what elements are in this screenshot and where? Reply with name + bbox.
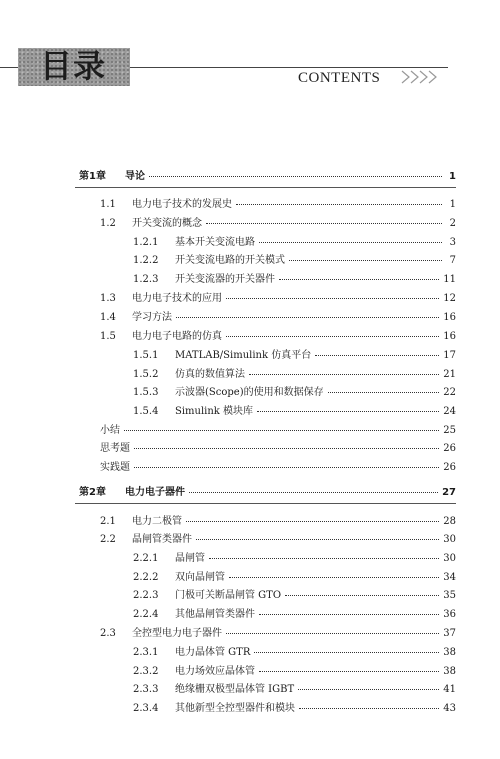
toc-subsection-entry xyxy=(133,571,456,584)
toc-title: 电力电子器件 xyxy=(125,487,185,498)
toc-title: 电力电子技术的应用 xyxy=(132,293,222,304)
toc-title: 实践题 xyxy=(100,462,130,473)
toc-number: 2.2.2 xyxy=(133,572,159,583)
toc-title: 晶闸管 xyxy=(175,553,205,564)
toc-section-entry xyxy=(100,330,456,343)
toc-title: 其他晶闸管类器件 xyxy=(175,609,255,620)
toc-page-number: 28 xyxy=(443,516,456,527)
toc-page-number: 16 xyxy=(443,312,456,323)
toc-subsection-entry xyxy=(133,589,456,602)
toc-title: 电力晶体管 GTR xyxy=(175,647,251,658)
dot-leader xyxy=(176,317,439,318)
toc-page-number: 26 xyxy=(443,443,456,454)
toc-title: 绝缘栅双极型晶体管 IGBT xyxy=(175,684,295,695)
toc-page-number: 36 xyxy=(443,609,456,620)
toc-subsection-entry xyxy=(133,608,456,621)
dot-leader xyxy=(206,223,442,224)
toc-section-entry xyxy=(100,217,456,230)
dot-leader xyxy=(189,492,438,493)
toc-number: 1.4 xyxy=(100,312,116,323)
toc-page-number: 38 xyxy=(443,647,456,658)
toc-page-number: 1 xyxy=(449,199,456,210)
toc-page-number: 7 xyxy=(449,255,456,266)
toc-title: 电力二极管 xyxy=(132,516,182,527)
toc-number: 1.1 xyxy=(100,199,116,210)
toc-number: 第1章 xyxy=(79,171,106,182)
toc-title: Simulink 模块库 xyxy=(175,406,254,417)
toc-section-entry xyxy=(100,424,456,437)
dot-leader xyxy=(259,614,439,615)
toc-page-number: 34 xyxy=(443,572,456,583)
toc-number: 2.2 xyxy=(100,534,116,545)
toc-page-number: 38 xyxy=(443,666,456,677)
toc-page-number: 27 xyxy=(442,487,456,498)
dot-leader xyxy=(229,577,439,578)
toc-number: 2.3.4 xyxy=(133,703,159,714)
dot-leader xyxy=(236,204,442,205)
toc-page-number: 26 xyxy=(443,462,456,473)
toc-page-number: 30 xyxy=(443,534,456,545)
dot-leader xyxy=(289,260,442,261)
dot-leader xyxy=(279,279,439,280)
header-rule-left xyxy=(0,67,18,68)
toc-number: 1.2.1 xyxy=(133,237,159,248)
toc-title: 电力电子技术的发展史 xyxy=(132,199,232,210)
dot-leader xyxy=(196,539,439,540)
toc-page-number: 41 xyxy=(443,684,456,695)
toc-section-entry xyxy=(100,515,456,528)
toc-number: 2.3.1 xyxy=(133,647,159,658)
toc-subsection-entry xyxy=(133,405,456,418)
toc-title: 导论 xyxy=(125,171,145,182)
toc-subsection-entry xyxy=(133,386,456,399)
toc-title: 开关变流的概念 xyxy=(132,218,202,229)
toc-subsection-entry xyxy=(133,236,456,249)
dot-leader xyxy=(226,298,439,299)
dot-leader xyxy=(226,633,439,634)
dot-leader xyxy=(257,411,439,412)
toc-number: 1.5.1 xyxy=(133,350,159,361)
toc-number: 第2章 xyxy=(79,487,106,498)
toc-number: 2.2.1 xyxy=(133,553,159,564)
page-header xyxy=(0,0,500,110)
toc-section-entry xyxy=(100,292,456,305)
dot-leader xyxy=(285,595,439,596)
toc-section-entry xyxy=(100,311,456,324)
toc-number: 2.1 xyxy=(100,516,116,527)
dot-leader xyxy=(315,355,439,356)
toc-page-number: 24 xyxy=(443,406,456,417)
toc-title: 开关变流电路的开关模式 xyxy=(175,255,285,266)
dot-leader xyxy=(259,671,439,672)
toc-number: 2.3.3 xyxy=(133,684,159,695)
toc-number: 1.5 xyxy=(100,331,116,342)
dot-leader xyxy=(259,242,442,243)
toc-page-number: 37 xyxy=(443,628,456,639)
dot-leader xyxy=(299,708,439,709)
toc-number: 1.2.2 xyxy=(133,255,159,266)
dot-leader xyxy=(298,689,439,690)
toc-title: MATLAB/Simulink 仿真平台 xyxy=(175,350,312,361)
toc-subsection-entry xyxy=(133,368,456,381)
toc-page-number: 43 xyxy=(443,703,456,714)
toc-title: 示波器(Scope)的使用和数据保存 xyxy=(175,387,324,398)
chevrons-icon xyxy=(400,68,444,86)
chapter-separator xyxy=(75,187,456,188)
toc-page-number: 16 xyxy=(443,331,456,342)
toc-page-number: 22 xyxy=(443,387,456,398)
dot-leader xyxy=(249,374,439,375)
toc-title: 其他新型全控型器件和模块 xyxy=(175,703,295,714)
toc-title: 电力电子电路的仿真 xyxy=(132,331,222,342)
toc-number: 1.5.2 xyxy=(133,369,159,380)
toc-page-number: 12 xyxy=(443,293,456,304)
toc-number: 2.3.2 xyxy=(133,666,159,677)
toc-title: 基本开关变流电路 xyxy=(175,237,255,248)
toc-subsection-entry xyxy=(133,349,456,362)
toc-page-number: 35 xyxy=(443,590,456,601)
toc-page-number: 21 xyxy=(443,369,456,380)
toc-title: 开关变流器的开关器件 xyxy=(175,274,275,285)
toc-title: 双向晶闸管 xyxy=(175,572,225,583)
toc-number: 1.5.3 xyxy=(133,387,159,398)
dot-leader xyxy=(209,558,439,559)
toc-page-number: 3 xyxy=(449,237,456,248)
dot-leader xyxy=(254,652,439,653)
toc-section-entry xyxy=(100,461,456,474)
toc-chapter-entry xyxy=(79,486,456,499)
toc-subsection-entry xyxy=(133,254,456,267)
toc-number: 1.5.4 xyxy=(133,406,159,417)
toc-number: 1.2.3 xyxy=(133,274,159,285)
toc-title: 门极可关断晶闸管 GTO xyxy=(175,590,282,601)
page-title: 目录 xyxy=(40,47,107,85)
toc-page-number: 1 xyxy=(449,171,456,182)
contents-label: CONTENTS xyxy=(298,70,381,86)
toc-subsection-entry xyxy=(133,665,456,678)
toc-number: 1.3 xyxy=(100,293,116,304)
dot-leader xyxy=(149,176,442,177)
toc-number: 1.2 xyxy=(100,218,116,229)
toc-number: 2.3 xyxy=(100,628,116,639)
toc-number: 2.2.3 xyxy=(133,590,159,601)
toc-section-entry xyxy=(100,198,456,211)
dot-leader xyxy=(134,448,439,449)
toc-section-entry xyxy=(100,533,456,546)
toc-title: 电力场效应晶体管 xyxy=(175,666,255,677)
dot-leader xyxy=(134,467,439,468)
toc-section-entry xyxy=(100,627,456,640)
dot-leader xyxy=(186,521,439,522)
toc-subsection-entry xyxy=(133,273,456,286)
toc-page-number: 25 xyxy=(443,425,456,436)
toc-number: 2.2.4 xyxy=(133,609,159,620)
toc-page-number: 2 xyxy=(449,218,456,229)
toc-subsection-entry xyxy=(133,702,456,715)
toc-page-number: 17 xyxy=(443,350,456,361)
toc-subsection-entry xyxy=(133,683,456,696)
toc-title: 全控型电力电子器件 xyxy=(132,628,222,639)
toc-page-number: 11 xyxy=(443,274,456,285)
toc-subsection-entry xyxy=(133,646,456,659)
toc-chapter-entry xyxy=(79,170,456,183)
dot-leader xyxy=(226,336,439,337)
chapter-separator xyxy=(75,503,456,504)
dot-leader xyxy=(328,392,440,393)
toc-title: 学习方法 xyxy=(132,312,172,323)
toc-title: 仿真的数值算法 xyxy=(175,369,245,380)
toc-section-entry xyxy=(100,442,456,455)
toc-title: 小结 xyxy=(100,425,120,436)
toc-subsection-entry xyxy=(133,552,456,565)
toc-page-number: 30 xyxy=(443,553,456,564)
toc-title: 思考题 xyxy=(100,443,130,454)
toc-title: 晶闸管类器件 xyxy=(132,534,192,545)
dot-leader xyxy=(124,430,439,431)
